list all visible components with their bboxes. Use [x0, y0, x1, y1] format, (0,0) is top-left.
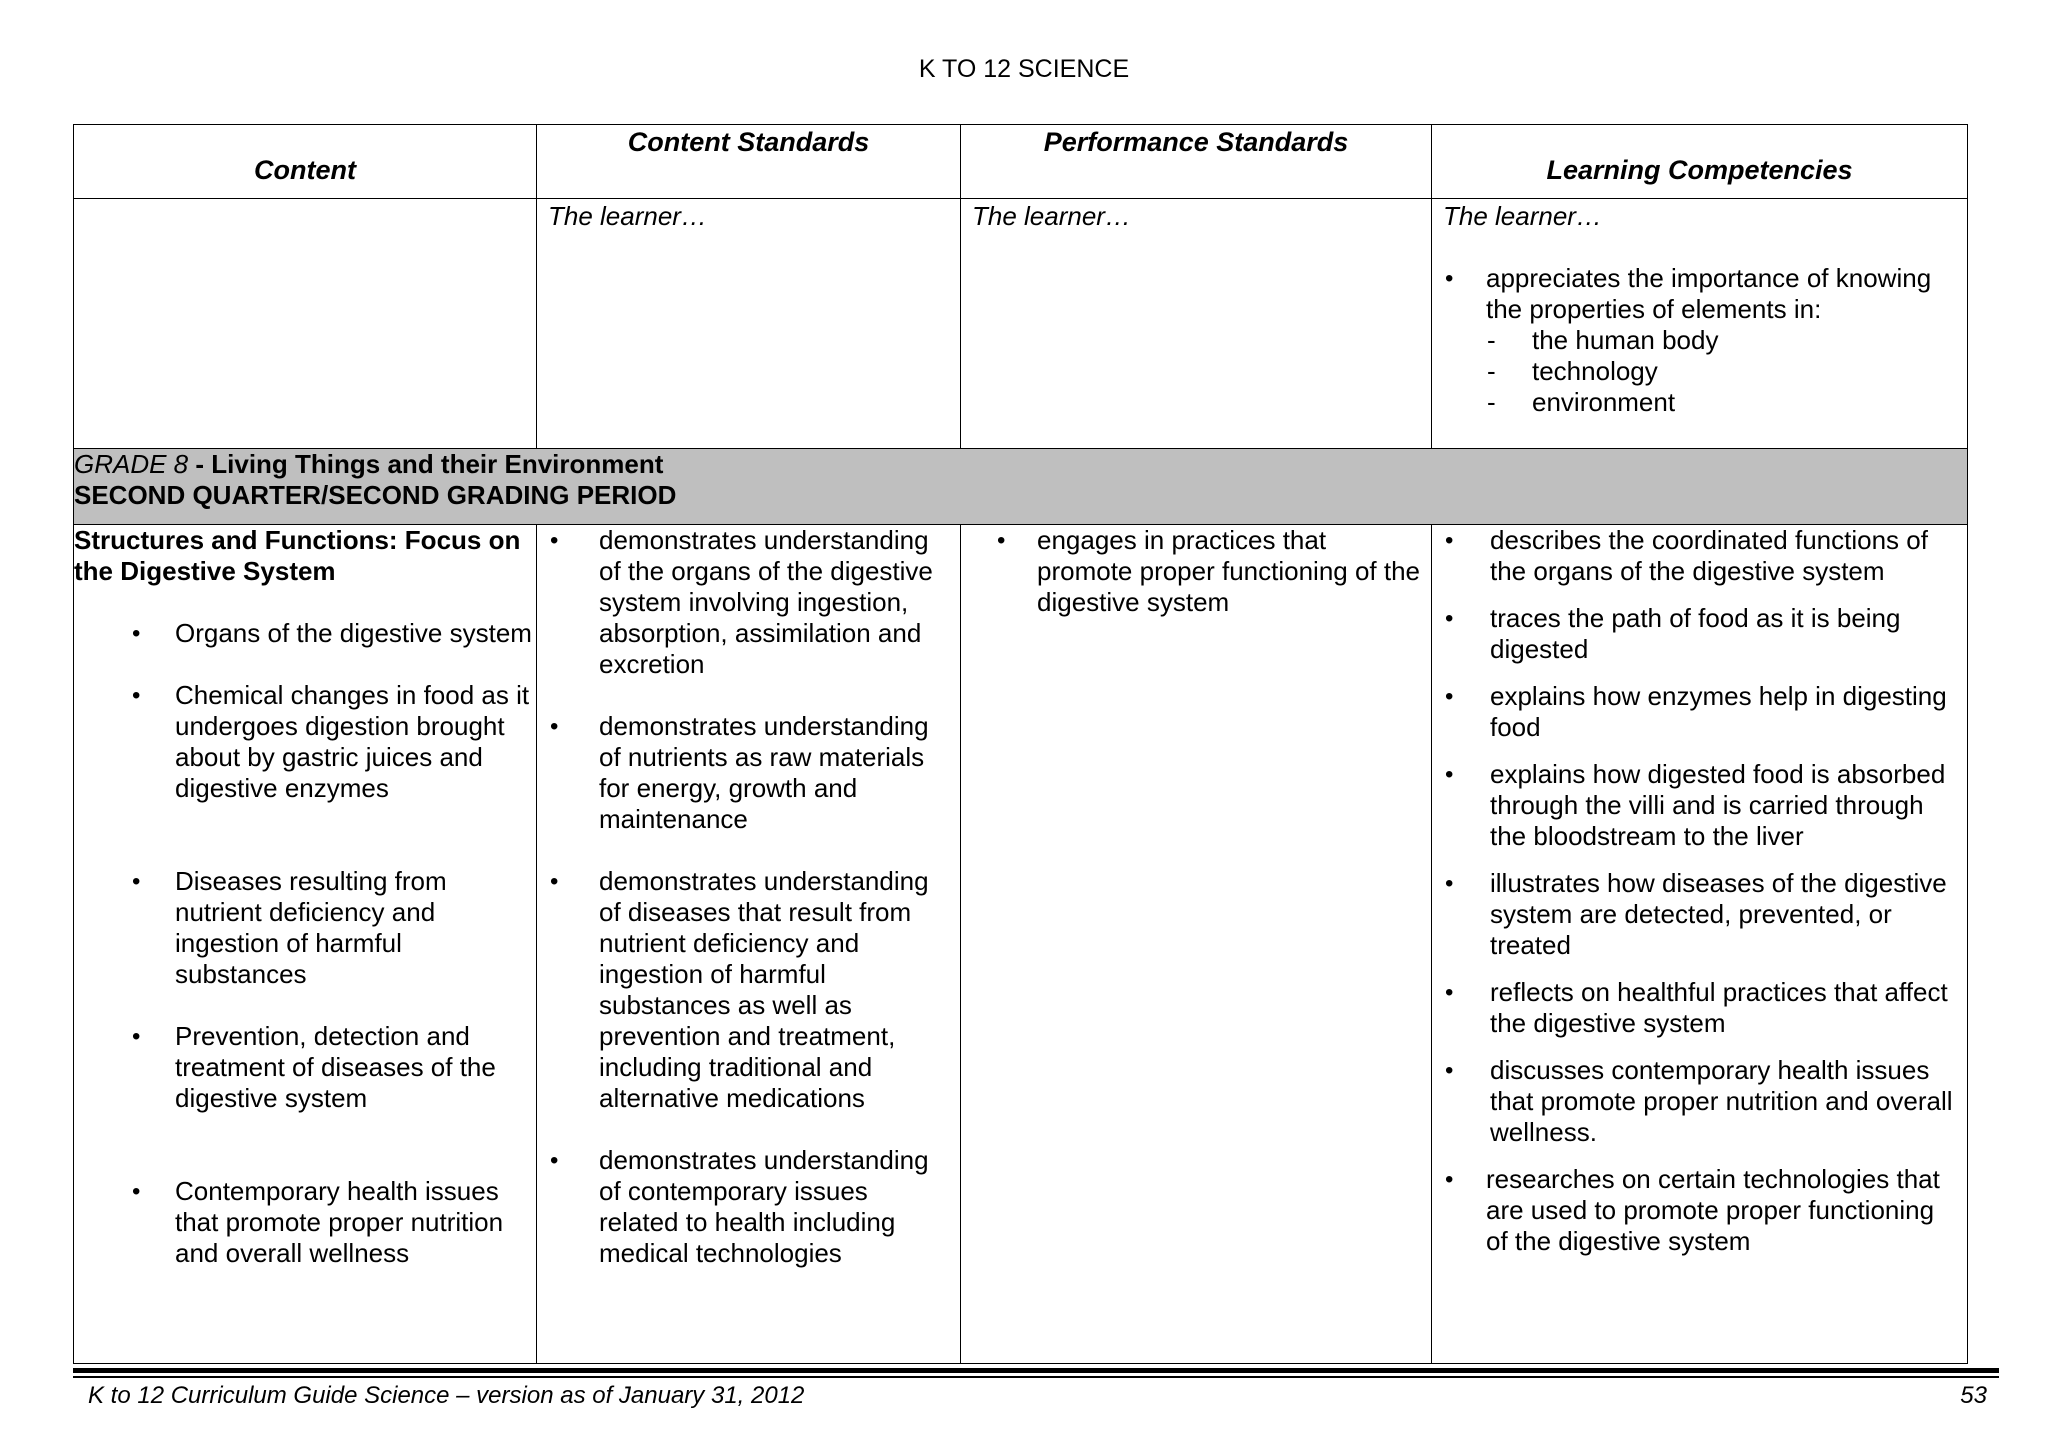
grade-banner-row [74, 449, 1968, 525]
sub-item-list [1486, 325, 1967, 418]
page-title: K TO 12 SCIENCE [918, 55, 1130, 83]
list-item: • explains how digested food is absorbed through the villi and is carried through the bloodstream to the liver [1432, 759, 1967, 852]
list-item: • Contemporary health issues that promote proper nutrition and overall wellness [74, 1176, 536, 1269]
list-item: • Prevention, detection and treatment of diseases of the digestive system [74, 1021, 536, 1114]
footer-rule-thin [73, 1376, 1999, 1378]
sub-item: - environment [1486, 387, 1967, 418]
table-row [74, 199, 1968, 449]
row2-performance-standards-cell [961, 525, 1432, 1364]
list-item [1432, 263, 1967, 418]
list-item: • demonstrates understanding of diseases that result from nutrient deficiency and ingestion of harmful substances as well as prevention and treatment, including traditional and alternative medications [537, 866, 960, 1114]
grade-banner [74, 449, 1968, 525]
content-standards-list [537, 525, 960, 1269]
learner-label: The learner… [548, 201, 707, 231]
row1-learning-competencies-cell [1432, 199, 1968, 449]
learner-label: The learner… [972, 201, 1131, 231]
list-item: • describes the coordinated functions of the organs of the digestive system [1432, 525, 1967, 587]
grade-theme: - Living Things and their Environment [188, 449, 664, 479]
competency-list [1432, 263, 1967, 418]
row1-performance-standards-cell [961, 199, 1432, 449]
header-content: Content [74, 125, 537, 199]
list-item: • demonstrates understanding of the organs of the digestive system involving ingestion, absorption, assimilation and excretion [537, 525, 960, 680]
list-item: • explains how enzymes help in digesting food [1432, 681, 1967, 743]
header-performance-standards: Performance Standards [961, 125, 1432, 199]
sub-item: - technology [1486, 356, 1967, 387]
list-item: • Diseases resulting from nutrient deficiency and ingestion of harmful substances [74, 866, 536, 990]
list-item: • demonstrates understanding of nutrients as raw materials for energy, growth and maintenance [537, 711, 960, 835]
performance-standards-list [961, 525, 1431, 618]
learning-competencies-list [1432, 525, 1967, 1257]
row2-content-standards-cell [537, 525, 961, 1364]
table-row [74, 525, 1968, 1364]
footer-version-text: K to 12 Curriculum Guide Science – version as of January 31, 2012 [88, 1382, 805, 1409]
list-item: • researches on certain technologies that are used to promote proper functioning of the digestive system [1432, 1164, 1967, 1257]
list-item: • discusses contemporary health issues that promote proper nutrition and overall wellness. [1432, 1055, 1967, 1148]
list-item: • engages in practices that promote proper functioning of the digestive system [961, 525, 1431, 618]
footer-rule-thick [73, 1368, 1999, 1373]
curriculum-table [73, 124, 1968, 1364]
row1-content-cell [74, 199, 537, 449]
grading-period: SECOND QUARTER/SECOND GRADING PERIOD [74, 480, 677, 510]
list-item: • reflects on healthful practices that affect the digestive system [1432, 977, 1967, 1039]
content-topic-list [74, 618, 536, 1269]
list-item: • demonstrates understanding of contemporary issues related to health including medical technologies [537, 1145, 960, 1269]
list-item: • Chemical changes in food as it undergoes digestion brought about by gastric juices and digestive enzymes [74, 680, 536, 804]
list-item: • traces the path of food as it is being digested [1432, 603, 1967, 665]
grade-name: GRADE 8 [74, 449, 189, 479]
list-item: • illustrates how diseases of the digestive system are detected, prevented, or treated [1432, 868, 1967, 961]
row1-content-standards-cell [537, 199, 961, 449]
row2-learning-competencies-cell [1432, 525, 1968, 1364]
page-number: 53 [1960, 1382, 1987, 1409]
content-heading: Structures and Functions: Focus on the Digestive System [74, 525, 521, 586]
table-header-row [74, 125, 1968, 199]
list-item: • Organs of the digestive system [74, 618, 536, 649]
learner-label: The learner… [1443, 201, 1602, 231]
competency-text: appreciates the importance of knowing the properties of elements in: [1486, 263, 1932, 324]
header-content-standards: Content Standards [537, 125, 961, 199]
header-learning-competencies: Learning Competencies [1432, 125, 1968, 199]
sub-item: - the human body [1486, 325, 1967, 356]
row2-content-cell [74, 525, 537, 1364]
